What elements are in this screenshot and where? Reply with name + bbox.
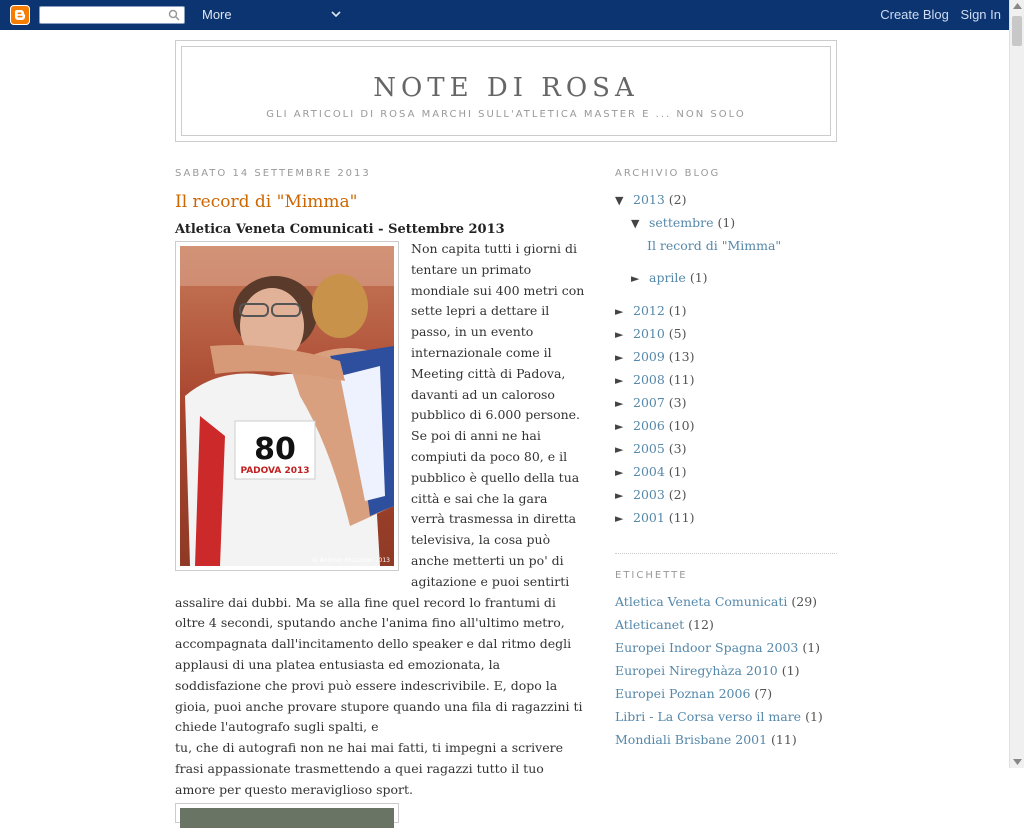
label-count: (12) — [688, 617, 714, 632]
collapse-right-icon[interactable]: ► — [615, 443, 624, 456]
collapse-right-icon[interactable]: ► — [615, 512, 624, 525]
collapse-right-icon[interactable]: ► — [615, 351, 624, 364]
archive-count: (10) — [668, 418, 695, 433]
collapse-right-icon[interactable]: ► — [615, 328, 624, 341]
labels-list — [615, 590, 837, 751]
archive-item[interactable] — [615, 368, 837, 391]
label-count: (29) — [791, 594, 818, 609]
archive-link[interactable]: settembre — [649, 215, 714, 230]
archive-item[interactable] — [615, 266, 837, 289]
navbar-search-input[interactable] — [39, 6, 185, 24]
blogger-logo-icon[interactable] — [10, 5, 30, 25]
page-scrollbar[interactable] — [1009, 0, 1024, 768]
archive-link[interactable]: 2008 — [633, 372, 665, 387]
archive-link[interactable]: 2004 — [633, 464, 665, 479]
post-photo-2[interactable] — [180, 808, 394, 828]
scroll-up-arrow-icon[interactable] — [1013, 3, 1022, 9]
collapse-right-icon[interactable]: ► — [615, 374, 624, 387]
label-item[interactable] — [615, 682, 837, 705]
archive-link[interactable]: aprile — [649, 270, 686, 285]
label-count: (1) — [781, 663, 800, 678]
post-date: SABATO 14 SETTEMBRE 2013 — [175, 168, 371, 179]
label-link[interactable]: Atletica Veneta Comunicati — [615, 594, 788, 609]
post-photo[interactable] — [180, 246, 394, 566]
archive-link[interactable]: Il record di "Mimma" — [647, 238, 782, 253]
post-subtitle: Atletica Veneta Comunicati - Settembre 2013 — [175, 222, 505, 237]
archive-count: (1) — [668, 303, 687, 318]
archive-count: (11) — [668, 372, 695, 387]
archive-count: (2) — [668, 192, 687, 207]
sidebar-divider — [615, 553, 837, 554]
post-paragraph-2: tu, che di autografi non ne hai mai fatti, ti impegni a scrivere frasi appassionate trasmettendo a quei ragazzi tutto il tuo amore per questo meraviglioso sport. — [175, 740, 563, 797]
label-link[interactable]: Mondiali Brisbane 2001 — [615, 732, 768, 747]
label-link[interactable]: Atleticanet — [615, 617, 685, 632]
label-link[interactable]: Europei Poznan 2006 — [615, 686, 751, 701]
label-count: (1) — [802, 640, 821, 655]
archive-count: (13) — [668, 349, 695, 364]
archive-item[interactable] — [615, 483, 837, 506]
archive-item[interactable] — [615, 506, 837, 529]
chevron-down-icon[interactable] — [330, 7, 342, 21]
post-title[interactable]: Il record di "Mimma" — [175, 192, 358, 212]
blogger-navbar — [0, 0, 1009, 30]
archive-link[interactable]: 2010 — [633, 326, 665, 341]
main-column — [175, 160, 585, 823]
archive-item[interactable] — [615, 322, 837, 345]
post-photo-frame[interactable] — [175, 241, 399, 571]
label-item[interactable] — [615, 613, 837, 636]
label-count: (7) — [754, 686, 773, 701]
archive-item[interactable] — [615, 234, 837, 257]
archive-item[interactable] — [615, 391, 837, 414]
label-item[interactable] — [615, 728, 837, 751]
archive-link[interactable]: 2012 — [633, 303, 665, 318]
blog-title[interactable]: NOTE DI ROSA — [373, 73, 639, 103]
archive-link[interactable]: 2005 — [633, 441, 665, 456]
collapse-right-icon[interactable]: ► — [615, 466, 624, 479]
archive-count: (11) — [668, 510, 695, 525]
photo-credit: © Antonio Muzzolon 2013 — [311, 557, 390, 564]
collapse-right-icon[interactable]: ► — [615, 305, 624, 318]
label-item[interactable] — [615, 659, 837, 682]
bib-text: PADOVA 2013 — [240, 466, 310, 476]
archive-item[interactable] — [615, 437, 837, 460]
blog-description: GLI ARTICOLI DI ROSA MARCHI SULL'ATLETICA MASTER E ... NON SOLO — [266, 109, 746, 120]
archive-count: (3) — [668, 395, 687, 410]
archive-item[interactable] — [615, 460, 837, 483]
post-photo-frame-2[interactable] — [175, 803, 399, 823]
label-item[interactable] — [615, 705, 837, 728]
label-item[interactable] — [615, 636, 837, 659]
archive-link[interactable]: 2003 — [633, 487, 665, 502]
scroll-down-arrow-icon[interactable] — [1013, 759, 1022, 765]
archive-count: (2) — [668, 487, 687, 502]
collapse-right-icon[interactable]: ► — [615, 489, 624, 502]
post-paragraph-1: Non capita tutti i giorni di tentare un primato mondiale sui 400 metri con sette lepri a dettare il passo, in un evento internazionale come il Meeting città di Padova, davanti ad un caloroso pubblico di 6.000 persone. Se poi di anni ne hai compiuti da poco 80, e il pubblico è quello della tua città e sai che la gara verrà trasmessa in diretta televisiva, la cosa può anche metterti un po' di agitazione e puoi sentirti assalire dai dubbi. Ma se alla fine quel record lo frantumi di oltre 4 secondi, sputando anche l'anima fino all'ultimo metro, accompagnata dall'incitamento dello speaker e dal ritmo degli applausi di una platea entusiasta ed emozionata, la soddisfazione che provi può essere indescrivibile. E, dopo la gioia, puoi anche provare stupore quando una fila di ragazzini ti chiede l'autografo sugli spalti, e — [175, 241, 585, 735]
archive-count: (1) — [668, 464, 687, 479]
collapse-right-icon[interactable]: ► — [631, 272, 640, 285]
sign-in-link[interactable]: Sign In — [960, 7, 1001, 22]
expand-down-icon[interactable]: ▼ — [631, 217, 640, 230]
archive-header: ARCHIVIO BLOG — [615, 168, 721, 179]
archive-list — [615, 188, 837, 529]
label-link[interactable]: Europei Niregyhàza 2010 — [615, 663, 778, 678]
label-count: (11) — [771, 732, 797, 747]
bib-number: 80 — [254, 432, 296, 467]
archive-item[interactable] — [615, 414, 837, 437]
archive-count: (1) — [689, 270, 708, 285]
archive-item[interactable] — [615, 211, 837, 234]
archive-item[interactable] — [615, 299, 837, 322]
archive-count: (1) — [717, 215, 736, 230]
collapse-right-icon[interactable]: ► — [615, 420, 624, 433]
label-link[interactable]: Europei Indoor Spagna 2003 — [615, 640, 799, 655]
label-count: (1) — [805, 709, 823, 724]
collapse-right-icon[interactable]: ► — [615, 397, 624, 410]
archive-item[interactable] — [615, 345, 837, 368]
label-item[interactable] — [615, 590, 837, 613]
scroll-thumb[interactable] — [1012, 16, 1022, 46]
archive-link[interactable]: 2013 — [633, 192, 665, 207]
more-menu-label[interactable]: More — [202, 7, 232, 22]
search-icon[interactable] — [168, 9, 180, 21]
archive-link[interactable]: 2006 — [633, 418, 665, 433]
archive-count: (3) — [668, 441, 687, 456]
labels-header: ETICHETTE — [615, 570, 688, 581]
expand-down-icon[interactable]: ▼ — [615, 194, 624, 207]
archive-link[interactable]: 2009 — [633, 349, 665, 364]
sidebar — [615, 160, 837, 751]
label-link[interactable]: Libri - La Corsa verso il mare — [615, 709, 802, 724]
archive-count: (5) — [668, 326, 687, 341]
archive-link[interactable]: 2001 — [633, 510, 665, 525]
post-body — [175, 239, 585, 823]
archive-link[interactable]: 2007 — [633, 395, 665, 410]
blog-header — [175, 40, 837, 142]
create-blog-link[interactable]: Create Blog — [880, 7, 949, 22]
archive-item[interactable] — [615, 188, 837, 211]
